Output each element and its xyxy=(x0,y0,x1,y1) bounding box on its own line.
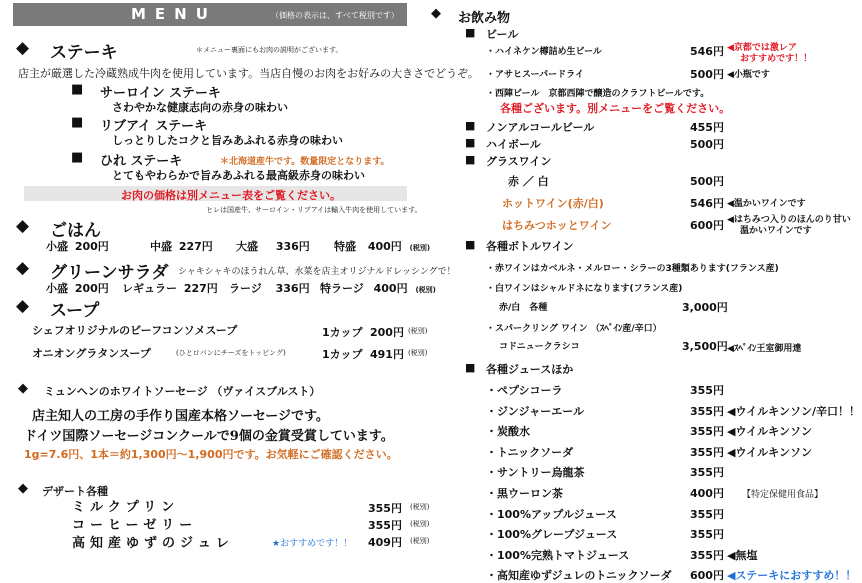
sparkling-price: 3,500円 xyxy=(682,340,728,353)
soup-heading: スープ xyxy=(50,301,100,321)
glasswine-note: ◀温かいワインです xyxy=(727,199,806,209)
salad-size xyxy=(46,280,109,296)
rice-size-label: 小盛 xyxy=(46,240,68,253)
salad-size-price: 200円 xyxy=(74,282,109,295)
salad-note: シャキシャキのほうれん草、水菜を店主オリジナルドレッシングで！ xyxy=(178,267,456,277)
soup-unit: 1カップ xyxy=(322,348,363,361)
square-icon: ■ xyxy=(465,26,476,39)
steak-intro: 店主が厳選した冷蔵熟成牛肉を使用しています。当店自慢のお肉をお好みの大きさでどうぞ。 xyxy=(18,67,479,80)
sparkling-name: コドニュークラシコ xyxy=(499,342,580,352)
juice-price: 355円 xyxy=(690,508,724,521)
sparkling-note: ◀ｽﾍﾟｲﾝ王室御用達 xyxy=(727,344,802,354)
diamond-icon: ◆ xyxy=(16,296,30,316)
beer-note: ◀小瓶です xyxy=(727,70,770,80)
juice-price: 600円 xyxy=(690,569,724,582)
juice-item: ・100%完熟トマトジュース xyxy=(486,549,630,562)
steak-note: ＊メニュー裏面にもお肉の説明がございます。 xyxy=(196,46,343,54)
salad-size xyxy=(320,280,436,296)
dessert-name: ミルクプリン xyxy=(72,500,180,515)
rice-size xyxy=(150,238,213,254)
bottlewine-label: 赤/白 各種 xyxy=(499,303,548,313)
diamond-icon: ◆ xyxy=(16,258,30,278)
glasswine-note: 温かいワインです xyxy=(740,226,812,236)
juice-note: ◀ステーキにおすすめ！！ xyxy=(727,569,857,582)
rice-size-price: 400円 xyxy=(367,240,402,253)
salad-size-price: 227円 xyxy=(183,282,218,295)
menu-title: MENU xyxy=(131,5,217,23)
juice-note: ◀ウイルキンソン xyxy=(727,425,813,438)
juice-price: 400円 xyxy=(690,487,724,500)
origin-note: ヒレは国産牛、サーロイン・リブアイは輸入牛肉を使用しています。 xyxy=(206,206,422,214)
tax-label: (税別) xyxy=(408,349,428,357)
soup-sub: (ひとロパンにチーズをトッピング) xyxy=(176,349,286,357)
juice-price: 355円 xyxy=(690,384,724,397)
beer-item: ・西陣ビール 京都西陣で醸造のクラフトビールです。 xyxy=(486,89,710,99)
bottlewine-heading: 各種ボトルワイン xyxy=(486,240,574,253)
hotwine-item: はちみつホッとワイン xyxy=(502,219,612,232)
rice-heading: ごはん xyxy=(50,221,101,241)
juice-item: ・100%アップルジュース xyxy=(486,508,617,521)
salad-size-price: 400円 xyxy=(373,282,408,295)
salad-size-label: ラージ xyxy=(229,282,262,295)
salad-size xyxy=(229,280,310,296)
glasswine-price: 600円 xyxy=(690,219,724,232)
juice-price: 355円 xyxy=(690,405,724,418)
hotwine-item: ホットワイン(赤/白) xyxy=(502,197,604,210)
diamond-icon: ◆ xyxy=(16,216,30,236)
diamond-icon: ◆ xyxy=(431,6,441,21)
dessert-name: コーヒーゼリー xyxy=(72,518,198,533)
meat-price-note: お肉の価格は別メニュー表をご覧ください。 xyxy=(121,189,341,202)
salad-size-label: 小盛 xyxy=(46,282,68,295)
square-icon: ■ xyxy=(465,238,476,251)
diamond-icon: ◆ xyxy=(18,381,28,396)
menu-header-bar xyxy=(13,3,407,26)
beer-menu-note: 各種ございます。別メニューをご覧ください。 xyxy=(500,102,731,115)
glasswine-price: 500円 xyxy=(690,175,724,188)
square-icon: ■ xyxy=(71,115,84,130)
juice-item: ・ペプシコーラ xyxy=(486,384,563,397)
salad-size-label: 特ラージ xyxy=(320,282,364,295)
juice-item: ・サントリー烏龍茶 xyxy=(486,466,585,479)
juice-price: 355円 xyxy=(690,446,724,459)
juice-note: ◀無塩 xyxy=(727,549,758,562)
drinks-heading: お飲み物 xyxy=(458,11,511,26)
beer-note: おすすめです！！ xyxy=(740,54,813,64)
juice-note: ◀ウイルキンソン xyxy=(727,446,813,459)
bottlewine-line: ・白ワインはシャルドネになります(フランス産) xyxy=(486,284,683,294)
juice-heading: 各種ジュースほか xyxy=(486,363,574,376)
tax-label: (税別) xyxy=(410,537,430,545)
steak-item-desc: とてもやわらかで旨みあふれる最高級赤身の味わい xyxy=(112,169,365,182)
sausage-line2: ドイツ国際ソーセージコンクールで9個の金賞受賞しています。 xyxy=(24,429,394,444)
square-icon: ■ xyxy=(465,153,476,166)
juice-item: ・100%グレープジュース xyxy=(486,528,618,541)
bottlewine-price: 3,000円 xyxy=(682,301,728,314)
salad-size xyxy=(122,280,218,296)
sparkling-line: ・スパークリング ワイン （ｽﾍﾟｲﾝ産/辛口） xyxy=(486,324,662,334)
nonalcohol-beer: ノンアルコールビール xyxy=(486,121,595,134)
beer-price: 546円 xyxy=(690,45,724,58)
glasswine-price: 546円 xyxy=(690,197,724,210)
soup-unit: 1カップ xyxy=(322,326,363,339)
beer-item: ・アサヒスーパードライ xyxy=(486,70,584,80)
juice-price: 355円 xyxy=(690,466,724,479)
dessert-name: 高知産ゆずのジュレ xyxy=(72,536,234,551)
diamond-icon: ◆ xyxy=(18,481,28,496)
tax-label: (税別) xyxy=(410,503,430,511)
tax-label: (税別) xyxy=(408,327,428,335)
rice-size-label: 特盛 xyxy=(334,240,356,253)
juice-item: ・黒ウーロン茶 xyxy=(486,487,563,500)
juice-price: 355円 xyxy=(690,549,724,562)
tax-label: (税別) xyxy=(409,244,431,252)
rice-size-price: 200円 xyxy=(74,240,109,253)
rice-size xyxy=(236,238,310,254)
steak-item-desc: さわやかな健康志向の赤身の味わい xyxy=(112,101,288,114)
highball: ハイボール xyxy=(486,138,541,151)
square-icon: ■ xyxy=(465,136,476,149)
beer-item: ・ハイネケン樽詰め生ビール xyxy=(486,47,602,57)
tax-label: (税別) xyxy=(410,520,430,528)
rice-size-label: 中盛 xyxy=(150,240,172,253)
beer-note: ◀京都では激レア xyxy=(727,43,797,53)
dessert-recommend: ★おすすめです！！ xyxy=(272,539,353,549)
beer-price: 500円 xyxy=(690,68,724,81)
juice-note: 【特定保健用食品】 xyxy=(742,490,824,500)
steak-heading: ステーキ xyxy=(50,43,118,63)
sausage-heading: ミュンヘンのホワイトソーセージ （ヴァイスブルスト） xyxy=(44,385,321,398)
steak-item-name: ひれ ステーキ xyxy=(100,154,183,169)
tax-label: (税別) xyxy=(415,286,436,294)
sausage-price-line: 1g=7.6円、1本＝約1,300円～1,900円です。お気軽にご確認ください。 xyxy=(24,448,398,461)
hire-note: ＊北海道産牛です。数量限定となります。 xyxy=(220,157,390,167)
soup-price: 491円 xyxy=(370,348,404,361)
dessert-price: 355円 xyxy=(368,502,402,515)
rice-sizes xyxy=(46,238,109,254)
square-icon: ■ xyxy=(71,150,84,165)
juice-item: ・ジンジャーエール xyxy=(486,405,585,418)
sausage-line1: 店主知人の工房の手作り国産本格ソーセージです。 xyxy=(32,409,329,424)
highball-price: 500円 xyxy=(690,138,724,151)
juice-item: ・高知産ゆずジュレのトニックソーダ xyxy=(486,569,672,582)
rice-size-price: 336円 xyxy=(275,240,310,253)
beer-heading: ビール xyxy=(486,28,519,41)
juice-note: ◀ウイルキンソン/辛口！！ xyxy=(727,405,861,418)
salad-size-price: 336円 xyxy=(275,282,310,295)
glasswine-heading: グラスワイン xyxy=(486,155,552,168)
soup-name: シェフオリジナルのビーフコンソメスープ xyxy=(32,324,238,337)
square-icon: ■ xyxy=(465,119,476,132)
glasswine-item: 赤 ／ 白 xyxy=(508,175,549,188)
dessert-price: 355円 xyxy=(368,519,402,532)
square-icon: ■ xyxy=(465,361,476,374)
rice-size-label: 大盛 xyxy=(236,240,258,253)
tax-note: （価格の表示は、すべて税別です） xyxy=(271,11,399,20)
price-note-bar xyxy=(24,186,407,201)
salad-size-label: レギュラー xyxy=(122,282,177,295)
juice-price: 355円 xyxy=(690,528,724,541)
juice-item: ・炭酸水 xyxy=(486,425,530,438)
steak-item-name: サーロイン ステーキ xyxy=(100,86,221,101)
soup-price: 200円 xyxy=(370,326,404,339)
soup-name: オニオングラタンスープ xyxy=(32,347,151,360)
juice-price: 355円 xyxy=(690,425,724,438)
glasswine-note: ◀はちみつ入りのほんのり甘い xyxy=(727,215,851,225)
square-icon: ■ xyxy=(71,82,84,97)
juice-item: ・トニックソーダ xyxy=(486,446,574,459)
rice-size xyxy=(334,238,430,254)
steak-item-name: リブアイ ステーキ xyxy=(100,119,208,134)
rice-size-price: 227円 xyxy=(178,240,213,253)
bottlewine-line: ・赤ワインはカベルネ・メルロー・シラーの3種類あります(フランス産) xyxy=(486,264,779,274)
diamond-icon: ◆ xyxy=(16,38,30,58)
salad-heading: グリーンサラダ xyxy=(50,263,169,283)
steak-item-desc: しっとりしたコクと旨みあふれる赤身の味わい xyxy=(112,134,343,147)
dessert-price: 409円 xyxy=(368,536,402,549)
nonalcohol-price: 455円 xyxy=(690,121,724,134)
dessert-heading: デザート各種 xyxy=(42,485,108,498)
